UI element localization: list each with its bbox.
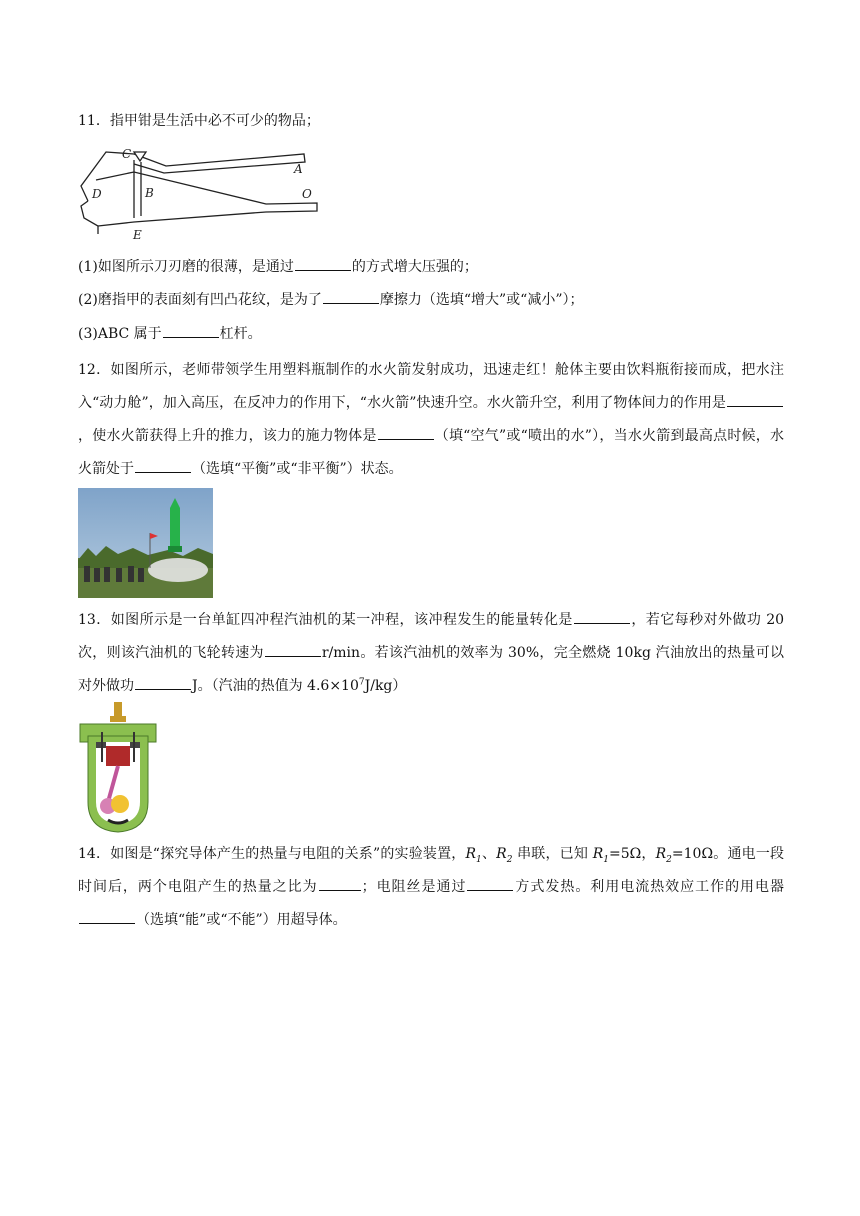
q12-text: 12．如图所示，老师带领学生用塑料瓶制作的水火箭发射成功，迅速走红！舱体主要由饮料瓶衔接而成，把水注入“动力舱”，加入高压，在反冲力的作用下，“水火箭”快速升空。水火箭升空，利用了物体间力的作用是，使水火箭获得上升的推力，该力的施力物体是 （填“空气”或“喷出的水”），当水火箭到最高点时候，水火箭处于 （选填“平衡”或“非平衡”）状态。 [78,362,784,477]
label-o: O [302,187,312,201]
nail-clipper-figure [76,146,326,246]
label-d: D [92,187,102,201]
answer-blank[interactable] [135,457,191,473]
answer-blank[interactable] [79,908,135,924]
q14-text: 14．如图是“探究导体产生的热量与电阻的关系”的实验装置，$R_1$、$R_2$ 串联，已知 $R_1=5\Omega$，$R_2=10\Omega$。通电一段时间后，两个电阻产生的热量之比为 ；电阻丝是通过 方式发热。利用电流热效应工作的用电器（选填“能”或“不能”）用超导体。 [78,846,785,928]
answer-blank[interactable] [135,674,191,690]
answer-blank[interactable] [319,875,361,891]
q11-sub1: (1)如图所示刀刃磨的很薄，是通过 的方式增大压强的； [78,251,784,284]
answer-blank[interactable] [323,288,379,304]
answer-blank[interactable] [727,391,783,407]
water-rocket-photo [78,488,213,598]
label-a: A [294,162,303,176]
q13-text: 13．如图所示是一台单缸四冲程汽油机的某一冲程，该冲程发生的能量转化是 ，若它每秒对外做功 20 次，则该汽油机的飞轮转速为 r/min。若该汽油机的效率为 30%，完全燃烧 10kg 汽油放出的热量可以对外做功 J。（汽油的热值为 $4.6\times 10^7J/kg$） [78,604,784,703]
label-c: C [122,147,132,161]
q11-sub3: (3)ABC 属于 杠杆。 [78,318,784,351]
label-b: B [145,186,154,200]
answer-blank[interactable] [378,424,434,440]
answer-blank[interactable] [574,608,630,624]
label-e: E [133,228,142,242]
q11-stem: 11．指甲钳是生活中必不可少的物品； [78,113,320,129]
answer-blank[interactable] [163,322,219,338]
answer-blank[interactable] [467,875,513,891]
answer-blank[interactable] [265,641,321,657]
engine-stroke-figure [78,702,158,834]
answer-blank[interactable] [295,255,351,271]
q11-sub2: (2)磨指甲的表面刻有凹凸花纹，是为了 摩擦力（选填“增大”或“减小”）； [78,284,784,317]
